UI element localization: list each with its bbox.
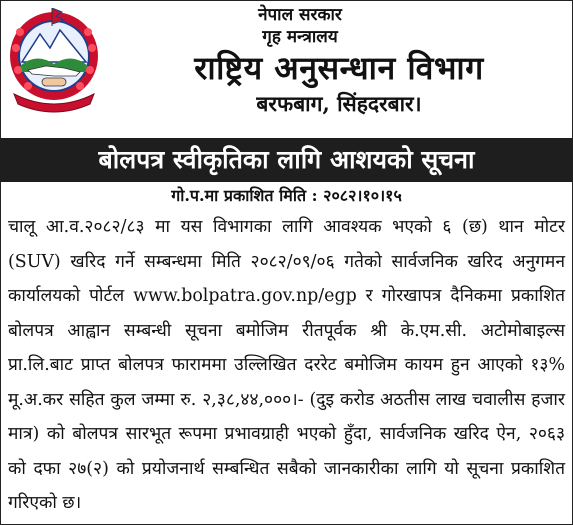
office-address: बरफबाग, सिंहदरबार।	[256, 91, 422, 116]
publication-date: गो.प.मा प्रकाशित मिति : २०८२।१०।१५	[171, 186, 402, 205]
government-name: नेपाल सरकार	[258, 5, 342, 25]
notice-body: चालू आ.व.२०८२/८३ मा यस विभागका लागि आवश्यक भएको ६ (छ) थान मोटर (SUV) खरिद गर्ने सम्बन्धमा मिति २०८२/०९/०६ गतेको सार्वजनिक खरिद अनुगमन कार्यालयको पोर्टल www.bolpatra.gov.np/egp र गोरखापत्र दैनिकमा प्रकाशित बोलपत्र आह्वान सम्बन्धी सूचना बमोजिम रीतपूर्वक श्री के.एम.सी. अटोमोबाइल्स प्रा.लि.बाट प्राप्त बोलपत्र फाराममा उल्लिखित दररेट बमोजिम कायम हुन आएको १३% मू.अ.कर सहित कुल जम्मा रु. २,३८,४४,०००।- (दुइ करोड अठतीस लाख चवालीस हजार मात्र) को बोलपत्र सारभूत रूपमा प्रभावग्राही भएको हुँदा, सार्वजनिक खरिद ऐन, २०६३ को दफा २७(२) को प्रयोजनार्थ सम्बन्धित सबैको जानकारीका लागि यो सूचना प्रकाशित गरिएको छ।	[8, 217, 565, 513]
notice-title: बोलपत्र स्वीकृतिका लागि आशयको सूचना	[0, 138, 573, 182]
letterhead	[108, 4, 570, 118]
department-name: राष्ट्रिय अनुसन्धान विभाग	[194, 49, 484, 87]
ministry-name: गृह मन्त्रालय	[262, 27, 338, 47]
